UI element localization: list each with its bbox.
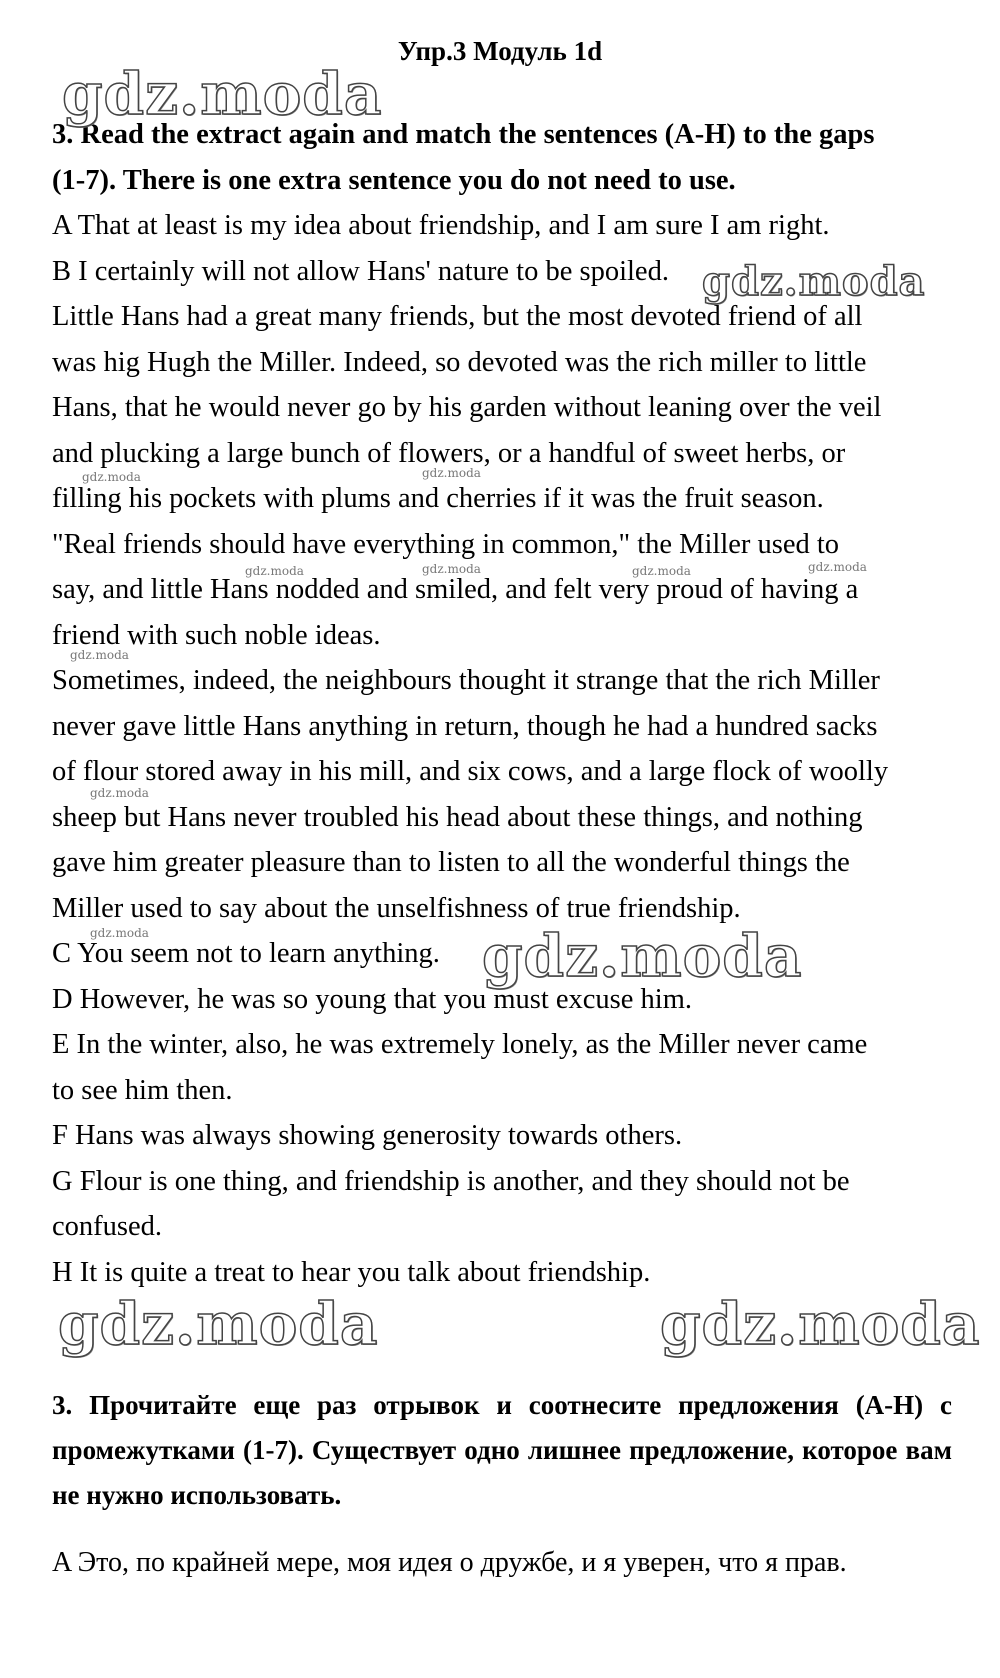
- task-title-line-2: (1-7). There is one extra sentence you do not need to use.: [52, 164, 736, 196]
- text-line: friend with such noble ideas.: [52, 619, 381, 651]
- text-line: filling his pockets with plums and cherries if it was the fruit season.: [52, 483, 824, 514]
- task-title-line-1: 3. Read the extract again and match the sentences (A-H) to the gaps: [52, 119, 875, 150]
- text-line: Hans, that he would never go by his garden without leaning over the veil: [52, 392, 882, 423]
- translation-title: 3. Прочитайте еще раз отрывок и соотнесите предложения (A-H) с промежутками (1-7). Существует одно лишнее предложение, которое вам не нужно использовать.: [52, 1390, 952, 1510]
- text-line: C You seem not to learn anything.: [52, 938, 440, 969]
- watermark-small: gdz.moda: [90, 926, 149, 940]
- watermark-small: gdz.moda: [82, 470, 141, 484]
- text-line: was hig Hugh the Miller. Indeed, so devoted was the rich miller to little: [52, 346, 867, 378]
- text-line: gave him greater pleasure than to listen to all the wonderful things the: [52, 847, 850, 878]
- text-line: E In the winter, also, he was extremely lonely, as the Miller never came: [52, 1029, 868, 1060]
- text-line: "Real friends should have everything in common," the Miller used to: [52, 528, 840, 560]
- text-line: H It is quite a treat to hear you talk about friendship.: [52, 1256, 651, 1288]
- watermark-small: gdz.moda: [245, 564, 304, 578]
- watermark-small: gdz.moda: [422, 466, 481, 480]
- translation-block: [52, 1383, 952, 1585]
- text-line: to see him then.: [52, 1074, 233, 1106]
- text-line: Miller used to say about the unselfishness of true friendship.: [52, 892, 741, 924]
- watermark-logo: gdz.moda: [62, 60, 383, 128]
- exercise-heading: Упр.3 Модуль 1d: [397, 36, 603, 66]
- text-line: Sometimes, indeed, the neighbours thought it strange that the rich Miller: [52, 665, 880, 696]
- watermark-logo: gdz.moda: [482, 922, 803, 990]
- watermark-small: gdz.moda: [70, 648, 129, 662]
- watermark-logo: gdz.moda: [660, 1290, 981, 1358]
- watermark-small: gdz.moda: [808, 560, 867, 574]
- text-line: B I certainly will not allow Hans' nature to be spoiled.: [52, 255, 669, 287]
- text-line: Little Hans had a great many friends, but the most devoted friend of all: [52, 301, 863, 332]
- watermark-small: gdz.moda: [632, 564, 691, 578]
- text-line: D However, he was so young that you must excuse him.: [52, 983, 692, 1015]
- text-line: confused.: [52, 1211, 163, 1242]
- text-line: F Hans was always showing generosity towards others.: [52, 1120, 683, 1151]
- text-line: G Flour is one thing, and friendship is another, and they should not be: [52, 1165, 850, 1197]
- text-line: say, and little Hans nodded and smiled, and felt very proud of having a: [52, 574, 859, 605]
- watermark-small: gdz.moda: [422, 562, 481, 576]
- text-line: sheep but Hans never troubled his head about these things, and nothing: [52, 801, 863, 833]
- watermark-logo: gdz.moda: [702, 258, 926, 305]
- text-line: of flour stored away in his mill, and six cows, and a large flock of woolly: [52, 756, 889, 787]
- watermark-logo: gdz.moda: [58, 1290, 379, 1358]
- text-line: never gave little Hans anything in return, though he had a hundred sacks: [52, 710, 878, 742]
- text-line: and plucking a large bunch of flowers, or a handful of sweet herbs, or: [52, 437, 846, 469]
- text-line: A That at least is my idea about friendship, and I am sure I am right.: [52, 210, 830, 241]
- translation-line-a: A Это, по крайней мере, моя идея о дружбе, и я уверен, что я прав.: [52, 1547, 847, 1578]
- watermark-small: gdz.moda: [90, 786, 149, 800]
